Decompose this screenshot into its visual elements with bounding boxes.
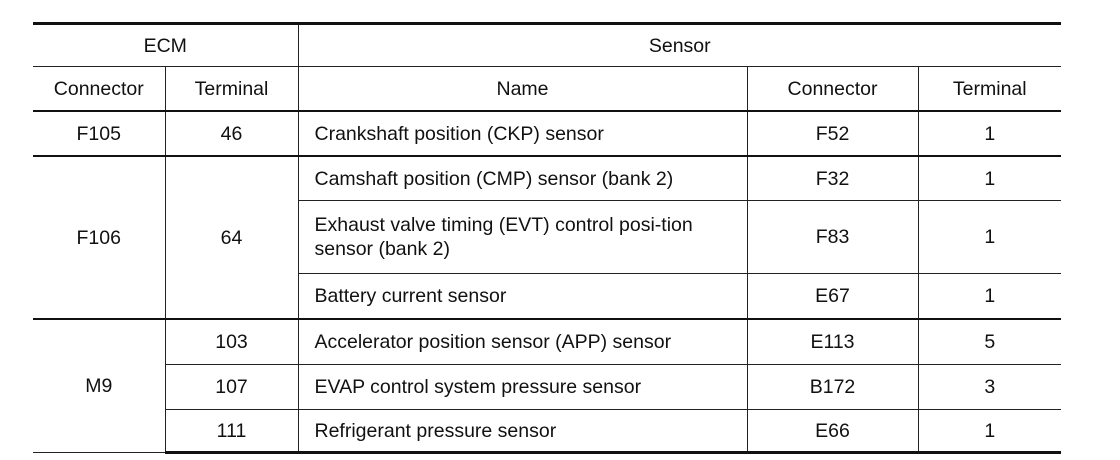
sensor-name-cell: EVAP control system pressure sensor (298, 365, 747, 410)
sensor-name-cell: Exhaust valve timing (EVT) control posi-tion sensor (bank 2) (298, 201, 747, 274)
ecm-terminal-cell: 103 (165, 319, 298, 365)
header-ecm-terminal: Terminal (165, 67, 298, 112)
ecm-terminal-cell: 111 (165, 410, 298, 453)
header-ecm-connector: Connector (33, 67, 165, 112)
sensor-terminal-cell: 1 (918, 111, 1061, 156)
header-sensor-name: Name (298, 67, 747, 112)
sensor-connector-cell: E67 (747, 274, 918, 320)
sensor-terminal-cell: 1 (918, 274, 1061, 320)
sensor-connector-cell: E113 (747, 319, 918, 365)
ecm-sensor-table (33, 22, 1061, 454)
sensor-name-cell: Camshaft position (CMP) sensor (bank 2) (298, 156, 747, 201)
table-row (33, 111, 1061, 156)
sensor-connector-cell: F52 (747, 111, 918, 156)
ecm-terminal-cell: 107 (165, 365, 298, 410)
sensor-connector-cell: F32 (747, 156, 918, 201)
ecm-connector-cell: F105 (33, 111, 165, 156)
header-sensor-connector: Connector (747, 67, 918, 112)
header-group-row (33, 24, 1061, 67)
table-row (33, 156, 1061, 201)
sensor-connector-cell: E66 (747, 410, 918, 453)
sensor-terminal-cell: 1 (918, 156, 1061, 201)
sensor-name-cell: Crankshaft position (CKP) sensor (298, 111, 747, 156)
sensor-connector-cell: F83 (747, 201, 918, 274)
sensor-connector-cell: B172 (747, 365, 918, 410)
sensor-terminal-cell: 5 (918, 319, 1061, 365)
table-row (33, 365, 1061, 410)
ecm-terminal-cell: 46 (165, 111, 298, 156)
sensor-terminal-cell: 3 (918, 365, 1061, 410)
header-column-row (33, 67, 1061, 112)
table-row (33, 319, 1061, 365)
ecm-connector-cell: M9 (33, 319, 165, 453)
ecm-connector-cell: F106 (33, 156, 165, 319)
sensor-name-cell: Accelerator position sensor (APP) sensor (298, 319, 747, 365)
sensor-terminal-cell: 1 (918, 201, 1061, 274)
sensor-name-cell: Battery current sensor (298, 274, 747, 320)
sensor-terminal-cell: 1 (918, 410, 1061, 453)
ecm-terminal-cell: 64 (165, 156, 298, 319)
table-row (33, 410, 1061, 453)
header-ecm: ECM (33, 24, 298, 67)
header-sensor: Sensor (298, 24, 1061, 67)
header-sensor-terminal: Terminal (918, 67, 1061, 112)
sensor-name-cell: Refrigerant pressure sensor (298, 410, 747, 453)
